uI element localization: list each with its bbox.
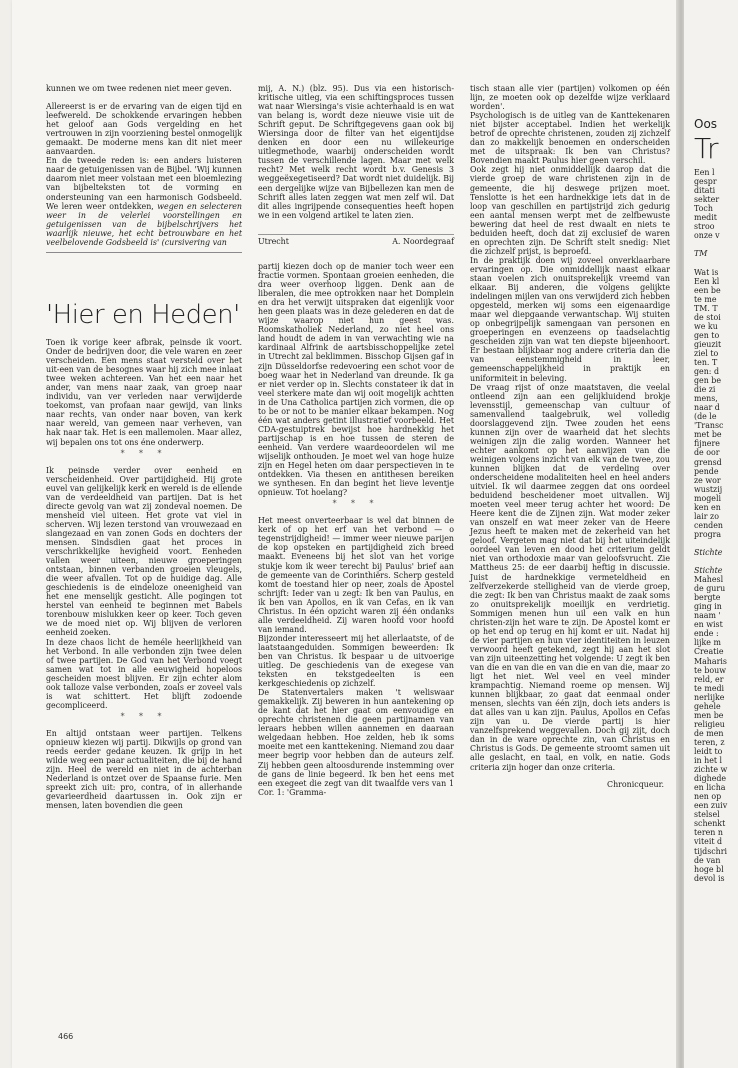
right-page-line: Wat is xyxy=(694,267,719,277)
right-page-line: de van xyxy=(694,855,721,865)
column-2-top xyxy=(258,84,454,246)
right-page-line: ten. T xyxy=(694,357,718,367)
column-1-top xyxy=(46,84,242,247)
right-page-line xyxy=(694,258,738,267)
right-page-line: en wist xyxy=(694,620,723,630)
right-page-line: de stoi xyxy=(694,312,721,322)
section-stars: * * * xyxy=(120,448,168,458)
signature-author: A. Noordegraaf xyxy=(392,236,454,246)
right-page-line: Een l xyxy=(694,168,715,177)
right-page-line: TM. T xyxy=(694,303,718,313)
right-page-line: Stichte xyxy=(694,566,723,576)
right-page-line: die zi xyxy=(694,385,716,395)
right-page-line: religieu xyxy=(694,719,725,729)
right-page-line: lair zo xyxy=(694,511,719,521)
column-3-signature: Chronicqueur. xyxy=(607,779,664,789)
paragraph: De Statenvertalers maken 't weliswaar gemakkelijk. Zij beweren in hun aantekening op de kant dat het hier gaat om eenvoudige en oprechte christenen die geen partijnamen van leraars hebben willen aannemen en daaraan welgedaan hebben. Hoe zelden, heb ik soms moeite met een kanttekening. Niemand zou daar meer begrip voor hebben dan de auteurs zelf. Zij hebben geen altoosdurende instemming over de gans de linie begeerd. Ik ben het eens met een exegeet die zegt van dit twaalfde vers van 1 Cor. 1: 'Gramma- xyxy=(258,688,454,797)
right-page-line: Toch xyxy=(694,204,713,214)
column-3-article xyxy=(470,84,670,789)
right-page-line: gieuzit xyxy=(694,339,722,349)
right-page-line: grensd xyxy=(694,457,722,467)
right-page-line: gen to xyxy=(694,330,720,340)
right-page-line: wustzij xyxy=(694,484,723,494)
signature-line xyxy=(258,234,454,246)
right-page-line: viteit d xyxy=(694,837,723,847)
right-page-line: mogeli xyxy=(694,493,722,503)
section-stars: * * * xyxy=(332,499,380,509)
right-page-line: een zuiv xyxy=(694,801,728,811)
right-page-line: ging in xyxy=(694,602,722,612)
right-page-line: ziel to xyxy=(694,348,719,358)
paragraph: Ook zegt hij niet onmiddellijk daarop dat die vierde groep de ware christenen zijn in de gemeente, die hij deswege prijzen moet. Tenslotte is het een hardnekkige iets dat in de loop van geschillen en partijstrijd zich gedurig een aantal mensen werpt met de zelfbewuste bewering dat heel de rest dwaalt en niets te beduiden heeft, doch dat zij exclusief de waren en oprechten zijn. De Schrift stelt snedig: Niet die zichzelf prijst, is beproefd. xyxy=(470,165,670,256)
right-page-line: de oor xyxy=(694,448,720,458)
right-page-line: ende : xyxy=(694,629,719,639)
paragraph: kunnen we om twee redenen niet meer geven. xyxy=(46,84,232,93)
right-page-line: TM xyxy=(694,249,708,259)
paragraph: Allereerst is er de ervaring van de eigen tijd en leefwereld. De schokkende ervaringen hebben het geloof aan Gods vergelding en het vertrouwen in zijn voorziening bestel onmogelijk gemaakt. De moderne mens kan dit niet meer aanvaarden. xyxy=(46,102,242,157)
right-page-line xyxy=(694,539,738,548)
paragraph: tisch staan alle vier (partijen) volkomen op één lijn, ze moeten ook op dezelfde wijze verklaard worden'. xyxy=(470,84,670,112)
right-page-line: 'Transc xyxy=(694,421,724,431)
right-page-line: gespr xyxy=(694,177,717,187)
right-page-line: onze v xyxy=(694,231,720,241)
paragraph: Het meest onverteerbaar is wel dat binnen de kerk of op het erf van het verbond — o tegenstrijdigheid! — immer weer nieuwe parijen de kop opsteken en partijdigheid zich breed maakt. Eveneens bij het slot van het vorige stukje kom ik weer terecht bij Paulus' brief aan de gemeente van de Corinthiërs. Scherp gesteld komt de toestand hier op neer, zoals de Apostel schrijft: Ieder van u zegt: Ik ben van Paulus, en ik ben van Apollos, en ik van Cefas, en ik van Christus. In één opzicht waren zij één ondanks alle verdeeldheid. Zij waren hoofd voor hoofd van iemand. xyxy=(258,516,454,634)
right-page-line xyxy=(694,240,738,249)
right-page-line: in het l xyxy=(694,756,723,766)
right-page-line: pende xyxy=(694,466,719,476)
paragraph: In deze chaos licht de heméle heerlijkheid van het Verbond. In alle verbonden zijn twee delen of twee partijen. De God van het Verbond voegt samen wat tot in alle eeuwigheid hopeloos gescheiden moest blijven. Er zijn echter alom ook talloze valse verbonden, zoals er zoveel vals is wat schittert. Het blijft zodoende gecompliceerd. xyxy=(46,637,242,710)
article-title: 'Hier en Heden' xyxy=(46,300,240,330)
right-page-line: te medi xyxy=(694,683,725,693)
right-page-line: cenden xyxy=(694,520,723,530)
paragraph: Ik peinsde verder over eenheid en verscheidenheid. Over partijdigheid. Hij grote euvel van gelijkelijk kerk en wereld is de ellende van de verdeeldheid van partijen. Dat is het directe gevolg van wat zij zondeval noemen. De mensheid viel uiteen. Het grote vat viel in scherven. Wij lezen terstond van vrouwezaad en slangezaad en van zonen Gods en dochters der mensen. Sindsdien gaat het proces in verschrikkelijke hevigheid voort. Eenheden vallen weer uiteen, nieuwe groeperingen ontstaan, binnen verbanden groeien vleugels, die weer afvallen. Tot op de huidige dag. Alle geschiedenis is de eindeloze oneenigheid van het ene menselijk gesticht. Alle pogingen tot herstel van eenheid te beginnen met Babels torenbouw mislukken keer op keer. Toch geven we de moed niet op. Wij blijven de verloren eenheid zoeken. xyxy=(46,465,242,638)
right-page-line: nerlijke xyxy=(694,692,725,702)
right-page-line: de men xyxy=(694,728,724,738)
right-page-line: teren n xyxy=(694,828,723,838)
right-page-line: Stichte xyxy=(694,547,723,557)
right-page-line: gehele xyxy=(694,701,721,711)
right-page-line: een be xyxy=(694,285,721,295)
right-page-line: stroo xyxy=(694,222,715,232)
right-page-line: men be xyxy=(694,710,724,720)
right-page-line: teren, z xyxy=(694,737,725,747)
right-page-line: te me xyxy=(694,294,717,304)
right-page-line: fijnere xyxy=(694,439,720,449)
paragraph: Psychologisch is de uitleg van de Kanttekenaren niet bijster acceptabel. Indien het werkelijk betrof de oprechte christenen, zouden zij zichzelf dan zo makkelijk benoemen en onderscheiden met de uitspraak: Ik ben van Christus? Bovendien maakt Paulus hier geen verschil. xyxy=(470,111,670,166)
paragraph: Toen ik vorige keer afbrak, peinsde ik voort. Onder de bedrijven door, die vele waren en zeer verscheiden. Een mens staat versteld over het uit-een van de besognes waar hij zich mee inlaat twee weken achtereen. Van het een naar het ander, van mens naar zaak, van groep naar individu, van ver verleden naar verwijderde toekomst, van profaan naar gewijd, van links naar rechts, van onder naar boven, van kerk naar wereld, van gemeen naar verheven, van hak naar tak. Het is een mallemolen. Maar allez, wij bepalen ons tot ons éne onderwerp. xyxy=(46,338,242,447)
right-page-line: schenkt xyxy=(694,819,726,829)
right-page-line: te bouw xyxy=(694,665,726,675)
right-page-line: gen: d xyxy=(694,367,720,377)
right-page-line: stelsel xyxy=(694,810,720,820)
right-page-line: de guru xyxy=(694,584,726,594)
right-page-title: Tr xyxy=(694,132,719,165)
right-page-line: met be xyxy=(694,430,722,440)
right-page-line: dighede xyxy=(694,774,727,784)
right-page-line: ken en xyxy=(694,502,721,512)
right-page-line: mens, xyxy=(694,394,718,404)
right-page-line: gen be xyxy=(694,376,722,386)
right-page-line: Mahesl xyxy=(694,575,724,585)
left-page xyxy=(12,0,684,1068)
right-page-line xyxy=(694,557,738,566)
right-page-line: Creatie xyxy=(694,647,724,657)
right-page-line: en licha xyxy=(694,783,726,793)
right-page-text xyxy=(694,168,738,883)
right-page-line: progra xyxy=(694,529,722,539)
right-page-line: devol is xyxy=(694,873,725,883)
right-page-line: naar d xyxy=(694,403,720,413)
right-page-line: Maharis xyxy=(694,656,727,666)
section-stars: * * * xyxy=(120,711,168,721)
right-page-line: zichte w xyxy=(694,765,728,775)
paragraph: In de praktijk doen wij zoveel onverklaarbare ervaringen op. Die onmiddellijk naast elkaar staan voelen zich onuitsprekelijk vreemd van elkaar. Bij anderen, die volgens gelijkte indelingen mijlen van ons verwijderd zich hebben opgesteld, merken wij soms een eigenaardige maar wel diepgaande verwantschap. Wij stuiten op onbegrijpelijk samengaan van personen en groeperingen en evenzeens op taadselachtig gescheiden zijn van wat ten diepste bijeenhoort. Er bestaan blijkbaar nog andere criteria dan die van eenstemmigheid in leer, gemeenschappelijkheid in praktijk en uniformiteit in beleving. xyxy=(470,255,670,383)
right-page-line: we ku xyxy=(694,321,718,331)
right-page-line: lijke m xyxy=(694,638,721,648)
right-page-line: hoge bl xyxy=(694,864,724,874)
section-divider xyxy=(46,252,242,253)
column-1-article xyxy=(46,296,242,810)
right-page-line: (de le xyxy=(694,412,717,422)
right-page-line: sekter xyxy=(694,195,720,205)
right-page-line: medit xyxy=(694,213,717,223)
right-page-line: tijdschri xyxy=(694,846,728,856)
paragraph: En altijd ontstaan weer partijen. Telkens opnieuw kiezen wij partij. Dikwijls op grond van reeds eerder gedane keuzen. Ik grijp in het wilde weg een paar actualiteiten, die bij de hand zijn. Heel de wereld en niet in de achterban Nederland is ontzet over de Spaanse furie. Men spreekt zich uit: pro, contra, of in allerhande gevarieerdheid daartussen in. Ook zijn er mensen, laten bovendien die geen xyxy=(46,728,242,811)
right-page-line: Een kl xyxy=(694,276,720,286)
right-page-line: ditati xyxy=(694,186,716,196)
paragraph: mij, A. N.) (blz. 95). Dus via een historisch-kritische uitleg, via een schiftingsproces tussen wat naar Wiersinga's visie achterhaald is en wat van belang is, wordt deze nieuwe visie uit de Schrift geput. De Schriftgegevens gaan ook bij Wiersinga door de filter van het eigentijdse denken en door een nu willekeurige uitlegmethode, waarbij onderscheiden wordt tussen de verschillende lagen. Maar met welk recht? Met welk recht wordt b.v. Genesis 3 weggeëxegetiseerd? Dat wordt niet duidelijk. Bij een dergelijke wijze van Bijbellezen kan men de Schrift alles laten zeggen wat men zelf wil. Dat dit alles ingrijpende consequenties heeft hopen we in een volgend artikel te laten zien. xyxy=(258,84,454,220)
signature-place: Utrecht xyxy=(258,236,289,246)
right-page-line: ze wor xyxy=(694,475,721,485)
right-page-heading: Oos xyxy=(694,117,718,131)
right-page-line: nen op xyxy=(694,792,722,802)
column-2-article xyxy=(258,262,454,797)
right-page-line: reld, er xyxy=(694,674,724,684)
right-page-line: naam ' xyxy=(694,611,721,621)
paragraph: En de tweede reden is: een anders luisteren naar de getuigenissen van de Bijbel. 'Wij kunnen daarom niet meer volstaan met een bloemlezing van bijbelteksten tot de vorming en ondersteuning van een harmonisch Godsbeeld. We leren weer ontdekken, wegen en selecteren weer in de velerlei voorstellingen en getuigenissen van de bijbelschrijvers het waarlijk nieuwe, het echt betrouwbare en het veelbelovende Godsbeeld is' (cursivering van xyxy=(46,156,242,247)
paragraph: Bijzonder interesseert mij het allerlaatste, of de laatstaangeduiden. Sommigen beweerden: Ik ben van Christus. Ik bespaar u de uitvoerige uitleg. De geschiedenis van de exegese van teksten en tekstgedeelten is een kerkgeschiedenis op zichzelf. xyxy=(258,633,454,689)
right-page-line: leidt to xyxy=(694,747,723,756)
right-page-line: bergte xyxy=(694,593,721,603)
paragraph: partij kiezen doch op de manier toch weer een fractie vormen. Spontaan groeien eenheden, die dra weer overhoop liggen. Denk aan de liberalen, die mee optrokken naar het Domplein en dra het verwijt uitspraken dat eigenlijk voor hen geen plaats was in deze gelederen en dat de wijze waarop niet hun geest was. Roomskatholiek Nederland, zo niet heel ons land houdt de adem in van verwachting wie na kardinaal Alfrink de aartsbisschoppelijke zetel in Utrecht zal beklimmen. Bisschop Gijsen gaf in zijn Düsseldorfse redevoering een schot voor de boeg waar het in Nederland van dreunde. Ik ga er niet verder op in. Slechts constateer ik dat in veel sterkere mate dan wij ooit mogelijk achtten in de Una Catholica partijen zich vormen, die op to be or not to be manier elkaar bekampen. Nog één wat anders getint illustratief voorbeeld. Het CDA-gestuiptrek bewijst hoe hardnekkig het partijschap is en hoe tussen de steren de eenheid. Van verdere waardeoordelen wil me wijselijk onthouden. Je moet wel van hoge huize zijn en Hegel heten om daar perspectieven in te ontdekken. Via thesen en antithesen bereiken we synthesen. En dan begint het lieve leventje opnieuw. Tot hoelang? xyxy=(258,262,454,498)
page-number: 466 xyxy=(58,1032,74,1041)
paragraph: De vraag rijst of onze maatstaven, die veelal ontleend zijn aan een gelijkluidend brokje levensstijl, gemeenschap van cultuur of samenvallend taalgebruik, wel volledig doorslaggevend zijn. Twee zouden het eens kunnen zijn over de waarheid dat het slechts weinigen zijn die zalig worden. Wanneer het echter aankomt op het aanwijzen van die weinigen volgens inzicht van elk van de twee, zou kunnen blijken dat de verdeling over onderscheidene modaliteiten heel en heel anders uitviel. Ik wil daarmee zeggen dat ons oordeel beduidend bescheidener moet uitvallen. Wij moeten veel meer terug achter het woord: De Heere kent die de Zijnen zijn. Wat moder zeker van onszelf en wat meer zeker van de Heere Jezus heeft te maken met de zekerheid van het geloof. Vergeten mag niet dat bij het uiteindelijk oordeel van leven en dood het criterium geldt niet van orthodoxie maar van geloofsvrucht. Zie Mattheus 25: de eer daarbij heftig in discussie. Juist de hardnekkige vermeteldheid en zelfverzekerde stelligheid van de vierde groep, die zegt: Ik ben van Christus maakt de zaak soms zo onuitsprekelijk moeilijk en verdrietig. Sommigen menen hun uil een valk en hun christen-zijn het ware te zijn. De Apostel komt er op het end op terug en hij komt er uit. Nadat hij de vier partijen en hun vier identiteiten in leuzen verwoord heeft getekend, zegt hij aan het slot van zijn uiteenzetting het volgende: U zegt ik ben van die en van die en van die en van die, maar zo ligt het niet. Wel veel en veel minder krampachtig. Niemand roeme op mensen. Wij kunnen blijkbaar, zo gaat dat eenmaal onder mensen, slechts van één zijn, doch iets anders is dat alles van u kan zijn. Paulus, Apollos en Cefas zijn van u. De vierde partij is hier vanzelfsprekend weggevallen. Doch gij zijt, doch dan in de ware oprechte zin, van Christus en Christus is Gods. De gemeente stroomt samen uit alle geslacht, en taal, en volk, en natie. Gods criteria zijn hoger dan onze criteria. xyxy=(470,382,670,772)
